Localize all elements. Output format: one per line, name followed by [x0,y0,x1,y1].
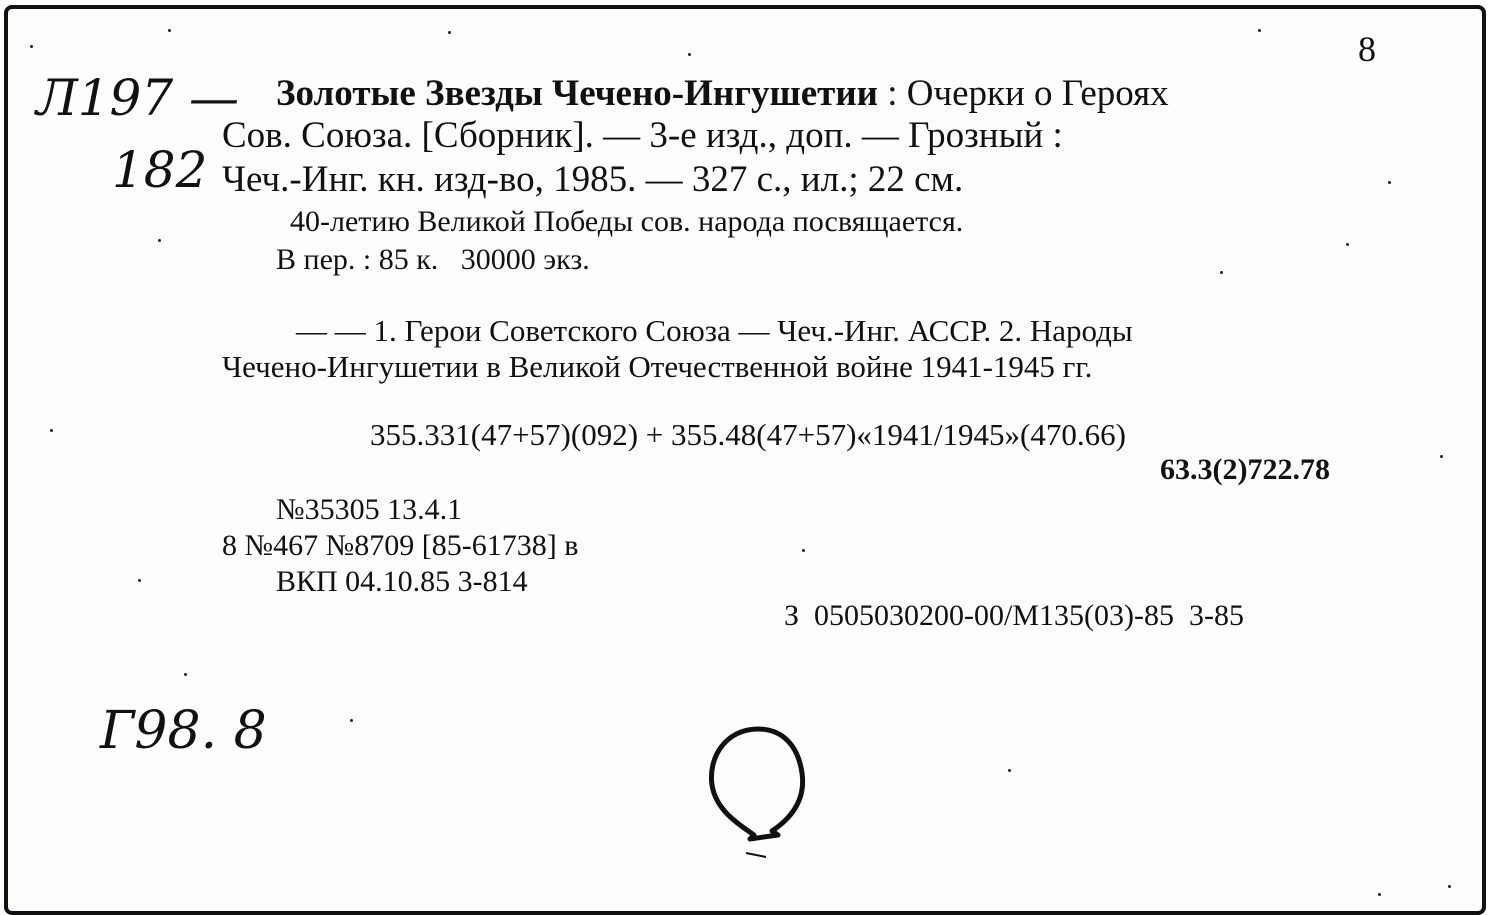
speck [350,719,353,722]
speck [1448,885,1451,888]
handwritten-shelf-mark-line1: Л197 — [36,69,240,127]
speck [448,31,451,34]
handwritten-shelf-mark-line2: 182 [112,141,208,199]
card-number: 8 [1358,29,1376,69]
subject-line-2: Чечено-Ингушетии в Великой Отечественной войне 1941-1945 гг. [222,349,1093,384]
speck [50,429,53,432]
dedication-note: 40-летию Великой Победы сов. народа посвящается. [290,205,964,238]
title-line-2: Сов. Союза. [Сборник]. — 3-е изд., доп. — Грозный : [222,115,1063,156]
udc-code: 355.331(47+57)(092) + 355.48(47+57)«1941/1945»(470.66) [370,417,1126,452]
title-bold: Золотые Звезды Чечено-Ингушетии [276,73,878,114]
speck [30,45,33,48]
speck [1220,271,1223,274]
registry-line-3: ВКП 04.10.85 3-814 [276,565,528,598]
speck [184,673,187,676]
catalog-card [4,5,1486,915]
speck [688,53,691,56]
speck [1388,181,1391,184]
title-rest: : Очерки о Героях [878,73,1169,114]
speck [168,29,171,32]
registry-line-2: 8 №467 №8709 [85-61738] в [222,529,579,562]
speck [1378,893,1381,896]
speck [1440,455,1443,458]
speck [158,239,161,242]
price-and-copies: В пер. : 85 к. 30000 экз. [276,243,590,276]
punch-hole-icon [698,721,818,861]
handwritten-class-mark: Г98. 8 [100,701,267,761]
bbk-code: 63.3(2)722.78 [1160,453,1330,486]
title-line-1 [276,75,1169,112]
subject-line-1: — — 1. Герои Советского Союза — Чеч.-Инг. АССР. 2. Народы [296,313,1133,348]
speck [138,579,141,582]
catalog-code: З 0505030200-00/М135(03)-85 3-85 [784,599,1244,632]
title-line-3: Чеч.-Инг. кн. изд-во, 1985. — 327 с., ил.; 22 см. [222,159,964,200]
speck [1346,243,1349,246]
speck [802,549,805,552]
speck [1258,29,1261,32]
registry-line-1: №35305 13.4.1 [276,493,463,526]
speck [1008,769,1011,772]
